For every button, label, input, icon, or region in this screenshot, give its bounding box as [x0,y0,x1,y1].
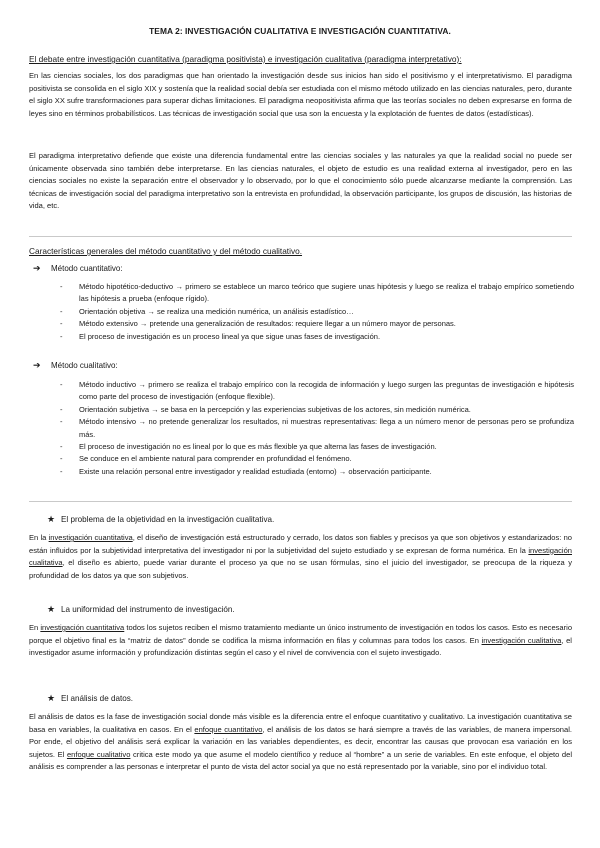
section-heading-characteristics: Características generales del método cuantitativo y del método cualitativo. [29,246,303,256]
dash-marker: - [60,282,63,291]
section-heading-debate: El debate entre investigación cuantitativa (paradigma positivista) e investigación cualitativa (paradigma interpretativo): [29,54,462,64]
dash-marker: - [60,404,63,414]
list-item: - El proceso de investigación no es lineal por lo que es más flexible ya que alterna las fases de investigación. [60,441,574,453]
list-item: - Se conduce en el ambiente natural para comprender en profundidad el fenómeno. [60,453,574,465]
heading-uniformidad: ★ La uniformidad del instrumento de investigación. [47,604,235,614]
paragraph-objetividad: En la investigación cuantitativa, el diseño de investigación está estructurado y cerrado, los datos son fiables y precisos ya que son objetivos y estandarizados: no están influidos por la subjetividad interpretativa del investigador ni por la subjetividad del sujeto estudiado y se expresan de forma numérica. En la investigación cualitativa, el diseño es abierto, puede variar durante el proceso ya que no se usan fórmulas, sino el juicio del investigador, se preocupa de la riqueza y profundidad de los datos ya que son subjetivos. [29,533,572,580]
divider [29,501,572,502]
star-icon: ★ [47,514,56,524]
dash-marker: - [60,417,63,427]
cuantitativo-label: Método cuantitativo: [51,264,123,273]
dash-marker: - [60,331,63,341]
list-item: - Método extensivo → pretende una generalización de resultados: requiere llegar a un número mayor de personas. [60,318,574,330]
list-item: - Método inductivo → primero se realiza el trabajo empírico con la recogida de información y luego surgen las preguntas de investigación e hipótesis como parte del proceso de investigación (enfoque flexible). [60,380,574,402]
list-item: - Existe una relación personal entre investigador y realidad estudiada (entorno) → observación participante. [60,466,574,478]
document-title: TEMA 2: INVESTIGACIÓN CUALITATIVA E INVESTIGACIÓN CUANTITATIVA. [149,26,451,36]
paragraph-analisis: El análisis de datos es la fase de investigación social donde más visible es la diferencia entre el enfoque cuantitativo y cualitativo. La investigación cuantitativa se basa en variables, la cualitativa en casos. En el enfoque cuantitativo, el análisis de los datos se hará siempre a través de las variables, de manera impersonal. Por ende, el objetivo del análisis será explicar la variación en las variables dependientes, es decir, encontrar las causas que provocan esa variación en los sujetos. El enfoque cualitativo critica este modo ya que asume el modelo científico y reduce al “hombre” a un serie de variables. En este enfoque, el objeto del análisis es comprender a las personas e interpretar el punto de vista del actor social ya que no está representado por la variable, sino por el individuo total. [29,712,573,771]
dash-marker: - [60,306,63,316]
cualitativo-label: Método cualitativo: [51,361,118,370]
divider [29,236,572,237]
list-item: - Orientación objetiva → se realiza una medición numérica, un análisis estadístico… [60,306,574,318]
arrow-right-icon: ➔ [33,263,41,273]
arrow-right-icon: ➔ [33,360,41,370]
dash-marker: - [60,454,63,464]
star-icon: ★ [47,604,56,614]
list-item: - Orientación subjetiva → se basa en la percepción y las experiencias subjetivas de los actores, sin medición numérica. [60,404,574,416]
dash-marker: - [60,466,63,476]
list-item: - El proceso de investigación es un proceso lineal ya que sigue unas fases de investigación. [60,331,574,343]
paragraph-positivism: En las ciencias sociales, los dos paradigmas que han orientado la investigación desde sus inicios han sido el positivismo y el interpretativismo. El paradigma positivista se consolida en el siglo XIX y sostenía que la realidad social debía ser estudiada con el mismo método utilizado en las ciencias naturales, pero, durante el siglo XX sufre transformaciones para superar dichas limitaciones. El paradigma neopositivista afirma que las teorías sociales no deben expresarse en forma de leyes sino en términos probabilísticos. Las técnicas de investigación social que usa son la encuesta y la explotación de fuentes de datos (estadísticas). [29,71,572,118]
star-icon: ★ [47,693,56,703]
list-item: - Método hipotético-deductivo → primero se establece un marco teórico que sugiere unas hipótesis y luego se realiza el trabajo empírico sometiendo las hipótesis a prueba (enfoque rígido). [60,282,574,304]
cuantitativo-label-row [33,263,123,274]
paragraph-uniformidad: En investigación cuantitativa todos los sujetos reciben el mismo tratamiento mediante un único instrumento de investigación en todos los casos. Esto es necesario porque el objetivo final es la “matriz de datos” donde se codifica la misma información en filas y columnas para todos los casos. En investigación cualitativa, el investigador asume información y profundización distintas según el caso y el nivel de convivencia con el sujeto investigado. [29,623,573,657]
dash-marker: - [60,442,63,452]
list-item: - Método intensivo → no pretende generalizar los resultados, ni muestras representativas: llega a un número menor de personas pero se profundiza más. [60,417,574,439]
heading-analisis: ★ El análisis de datos. [47,693,133,703]
paragraph-interpretative: El paradigma interpretativo defiende que existe una diferencia fundamental entre las ciencias sociales y las naturales ya que la realidad social no puede ser únicamente observada sino también debe interpretarse. En las ciencias naturales, el objeto de estudio es una realidad externa al investigador, pero en las ciencias sociales no existe la separación entre el observador y lo observado, por lo que el conocimiento sólo puede alcanzarse mediante la comprensión. Las técnicas de investigación social del paradigma interpretativo son la entrevista en profundidad, la observación participante, los grupos de discusión, las historias de vida, etc. [29,151,572,210]
dash-marker: - [60,319,63,329]
heading-objetividad: ★ El problema de la objetividad en la investigación cualitativa. [47,514,275,524]
cualitativo-list [60,379,574,478]
cuantitativo-list [60,281,574,343]
cualitativo-label-row [33,360,118,371]
dash-marker: - [60,380,63,389]
